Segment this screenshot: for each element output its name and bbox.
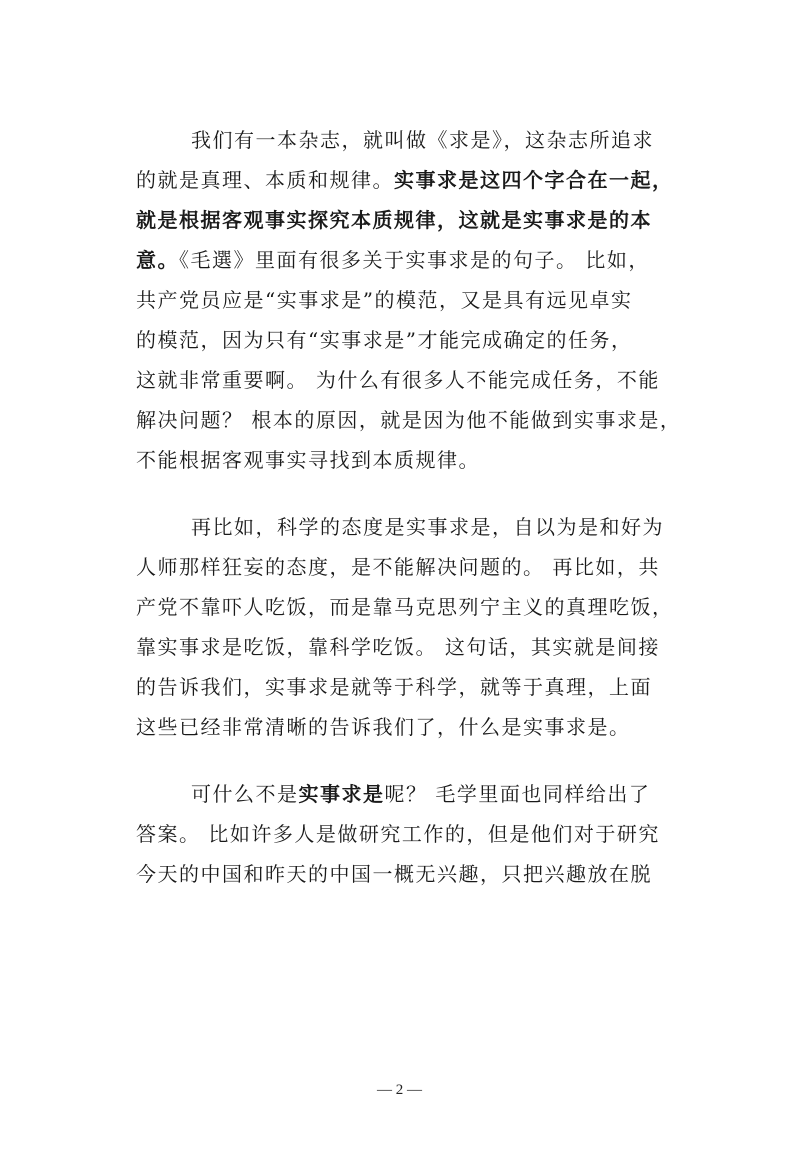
text-line <box>136 667 671 707</box>
text-run: 解决问题？ 根本的原因，就是因为他不能做到实事求是， <box>136 408 682 432</box>
text-run: 可什么不是 <box>191 782 299 806</box>
bold-text-run: 就是根据客观事实探究本质规律，这就是实事求是的本 <box>136 208 652 232</box>
text-line <box>136 320 671 360</box>
text-run: 靠实事求是吃饭，靠科学吃饭。 这句话，其实就是间接 <box>136 635 660 659</box>
text-line <box>136 814 671 854</box>
bold-text-run: 意。 <box>136 248 179 272</box>
text-line <box>136 507 671 547</box>
text-run: 共产党员应是“实事求是”的模范，又是具有远见卓实 <box>136 288 633 312</box>
text-run: 人师那样狂妄的态度，是不能解决问题的。 再比如，共 <box>136 555 660 579</box>
text-line <box>136 627 671 667</box>
text-line <box>136 360 671 400</box>
text-line <box>136 587 674 627</box>
text-run: 今天的中国和昨天的中国一概无兴趣，只把兴趣放在脱 <box>136 862 652 886</box>
text-run: 再比如，科学的态度是实事求是，自以为是和好为 <box>191 515 664 539</box>
document-body <box>136 120 682 921</box>
text-line <box>136 707 671 747</box>
text-run: 呢？ 毛学里面也同样给出了 <box>384 782 651 806</box>
text-run: 我们有一本杂志，就叫做《求是》，这杂志所追求 <box>191 128 654 152</box>
text-run: 的模范，因为只有“实事求是”才能完成确定的任务， <box>136 328 633 352</box>
page-number: — 2 — <box>377 1082 422 1098</box>
text-line <box>136 120 671 160</box>
text-run: 的就是真理、本质和规律。 <box>136 168 394 192</box>
bold-text-run: 实事求是 <box>298 782 385 806</box>
text-line <box>136 240 671 280</box>
text-line <box>136 160 674 200</box>
text-line <box>136 280 671 320</box>
text-line <box>136 400 682 440</box>
text-run: 《毛選》里面有很多关于实事求是的句子。 比如， <box>179 248 650 272</box>
text-line <box>136 547 671 587</box>
text-run: 这就非常重要啊。 为什么有很多人不能完成任务，不能 <box>136 368 660 392</box>
text-line <box>136 200 671 240</box>
bold-text-run: 实事求是这四个字合在一起， <box>394 168 674 192</box>
text-line <box>136 854 671 894</box>
text-run: 这些已经非常清晰的告诉我们了，什么是实事求是。 <box>136 715 631 739</box>
text-run: 不能根据客观事实寻找到本质规律。 <box>136 448 480 472</box>
paragraph <box>136 120 682 480</box>
text-line <box>136 774 671 814</box>
paragraph <box>136 774 671 894</box>
text-run: 的告诉我们，实事求是就等于科学，就等于真理，上面 <box>136 675 652 699</box>
text-line <box>136 440 671 480</box>
text-run: 产党不靠吓人吃饭，而是靠马克思列宁主义的真理吃饭， <box>136 595 674 619</box>
text-run: 答案。 比如许多人是做研究工作的，但是他们对于研究 <box>136 822 660 846</box>
paragraph <box>136 507 674 747</box>
